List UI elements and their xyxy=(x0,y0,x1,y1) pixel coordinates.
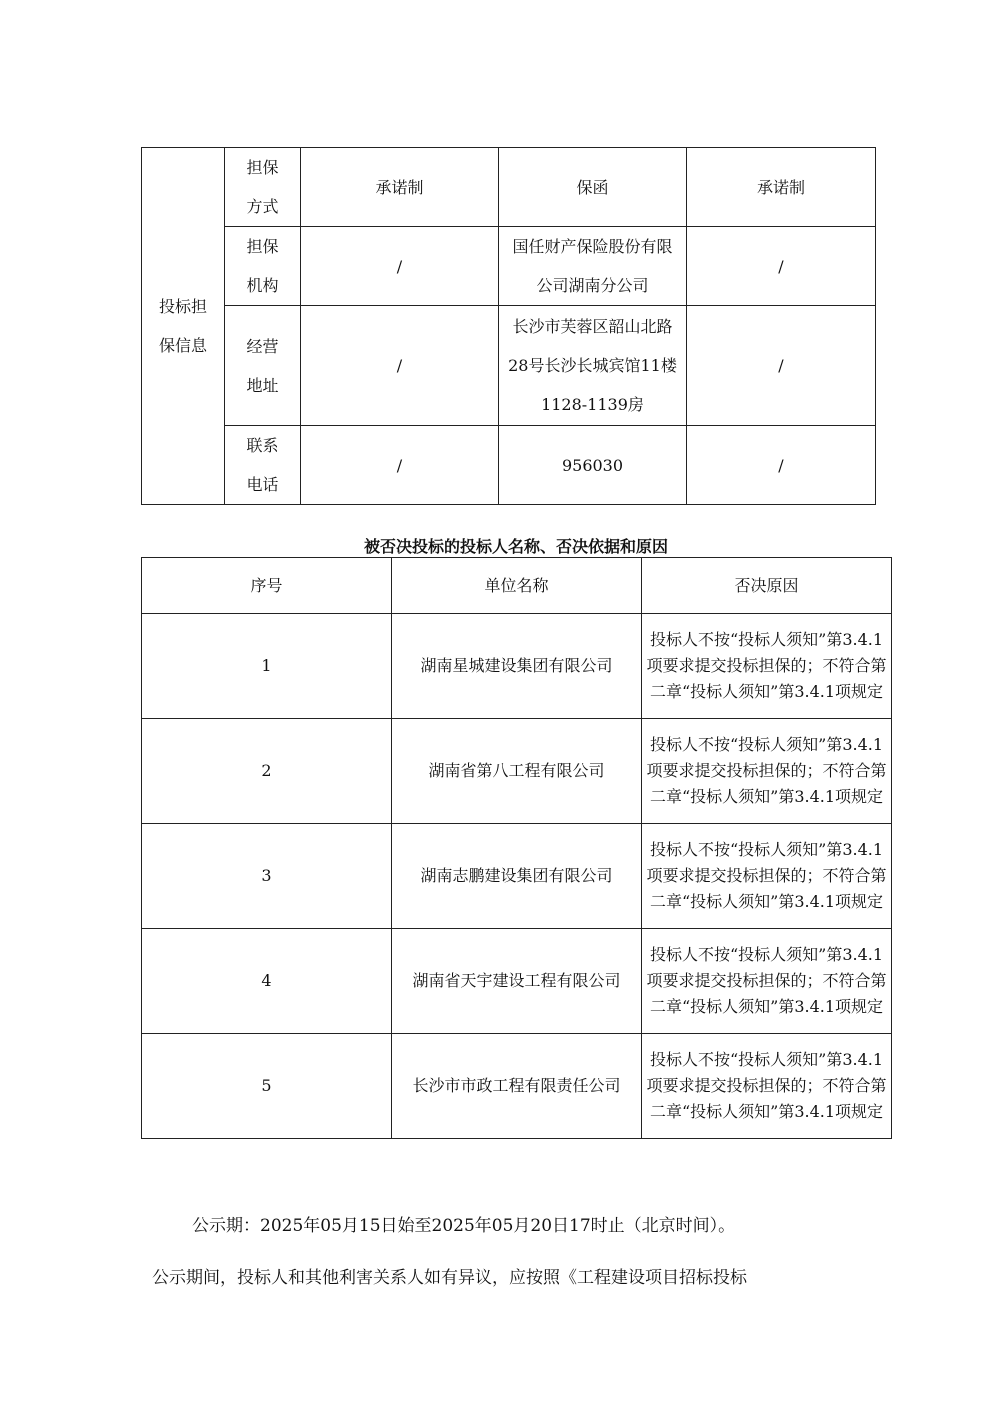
row-name: 湖南星城建设集团有限公司 xyxy=(392,614,642,719)
notice-objection: 公示期间，投标人和其他利害关系人如有异议，应按照《工程建设项目招标投标 xyxy=(152,1268,747,1288)
row-reason: 投标人不按“投标人须知”第3.4.1项要求提交投标担保的；不符合第二章“投标人须知”第3.4.1项规定 xyxy=(642,614,892,719)
row-no: 1 xyxy=(142,614,392,719)
table-cell: / xyxy=(687,306,876,426)
group-label: 投标担保信息 xyxy=(142,148,225,505)
row-no: 3 xyxy=(142,824,392,929)
table-cell: / xyxy=(301,426,499,505)
table-row xyxy=(142,719,892,824)
row-label: 担保机构 xyxy=(225,227,301,306)
table-row xyxy=(142,929,892,1034)
row-reason: 投标人不按“投标人须知”第3.4.1项要求提交投标担保的；不符合第二章“投标人须知”第3.4.1项规定 xyxy=(642,719,892,824)
table-cell: / xyxy=(687,227,876,306)
table-cell: 长沙市芙蓉区韶山北路28号长沙长城宾馆11楼1128-1139房 xyxy=(499,306,687,426)
table-cell: 956030 xyxy=(499,426,687,505)
table-cell: / xyxy=(687,426,876,505)
row-name: 湖南省第八工程有限公司 xyxy=(392,719,642,824)
table-row xyxy=(142,614,892,719)
header-no: 序号 xyxy=(142,558,392,614)
table-cell: 承诺制 xyxy=(687,148,876,227)
row-name: 长沙市市政工程有限责任公司 xyxy=(392,1034,642,1139)
row-label: 联系电话 xyxy=(225,426,301,505)
header-reason: 否决原因 xyxy=(642,558,892,614)
notice-period: 公示期：2025年05月15日始至2025年05月20日17时止（北京时间）。 xyxy=(192,1216,736,1236)
table-cell: 承诺制 xyxy=(301,148,499,227)
row-reason: 投标人不按“投标人须知”第3.4.1项要求提交投标担保的；不符合第二章“投标人须知”第3.4.1项规定 xyxy=(642,929,892,1034)
row-reason: 投标人不按“投标人须知”第3.4.1项要求提交投标担保的；不符合第二章“投标人须知”第3.4.1项规定 xyxy=(642,824,892,929)
row-name: 湖南省天宇建设工程有限公司 xyxy=(392,929,642,1034)
table-row xyxy=(142,824,892,929)
table-row xyxy=(142,1034,892,1139)
rejection-table xyxy=(141,557,892,1139)
row-no: 2 xyxy=(142,719,392,824)
row-no: 5 xyxy=(142,1034,392,1139)
row-label: 经营地址 xyxy=(225,306,301,426)
table-cell: 国任财产保险股份有限公司湖南分公司 xyxy=(499,227,687,306)
row-no: 4 xyxy=(142,929,392,1034)
table-cell: / xyxy=(301,306,499,426)
table-cell: 保函 xyxy=(499,148,687,227)
table-cell: / xyxy=(301,227,499,306)
guarantee-info-table xyxy=(141,147,876,505)
row-reason: 投标人不按“投标人须知”第3.4.1项要求提交投标担保的；不符合第二章“投标人须知”第3.4.1项规定 xyxy=(642,1034,892,1139)
header-name: 单位名称 xyxy=(392,558,642,614)
row-label: 担保方式 xyxy=(225,148,301,227)
row-name: 湖南志鹏建设集团有限公司 xyxy=(392,824,642,929)
rejection-title: 被否决投标的投标人名称、否决依据和原因 xyxy=(363,537,668,556)
